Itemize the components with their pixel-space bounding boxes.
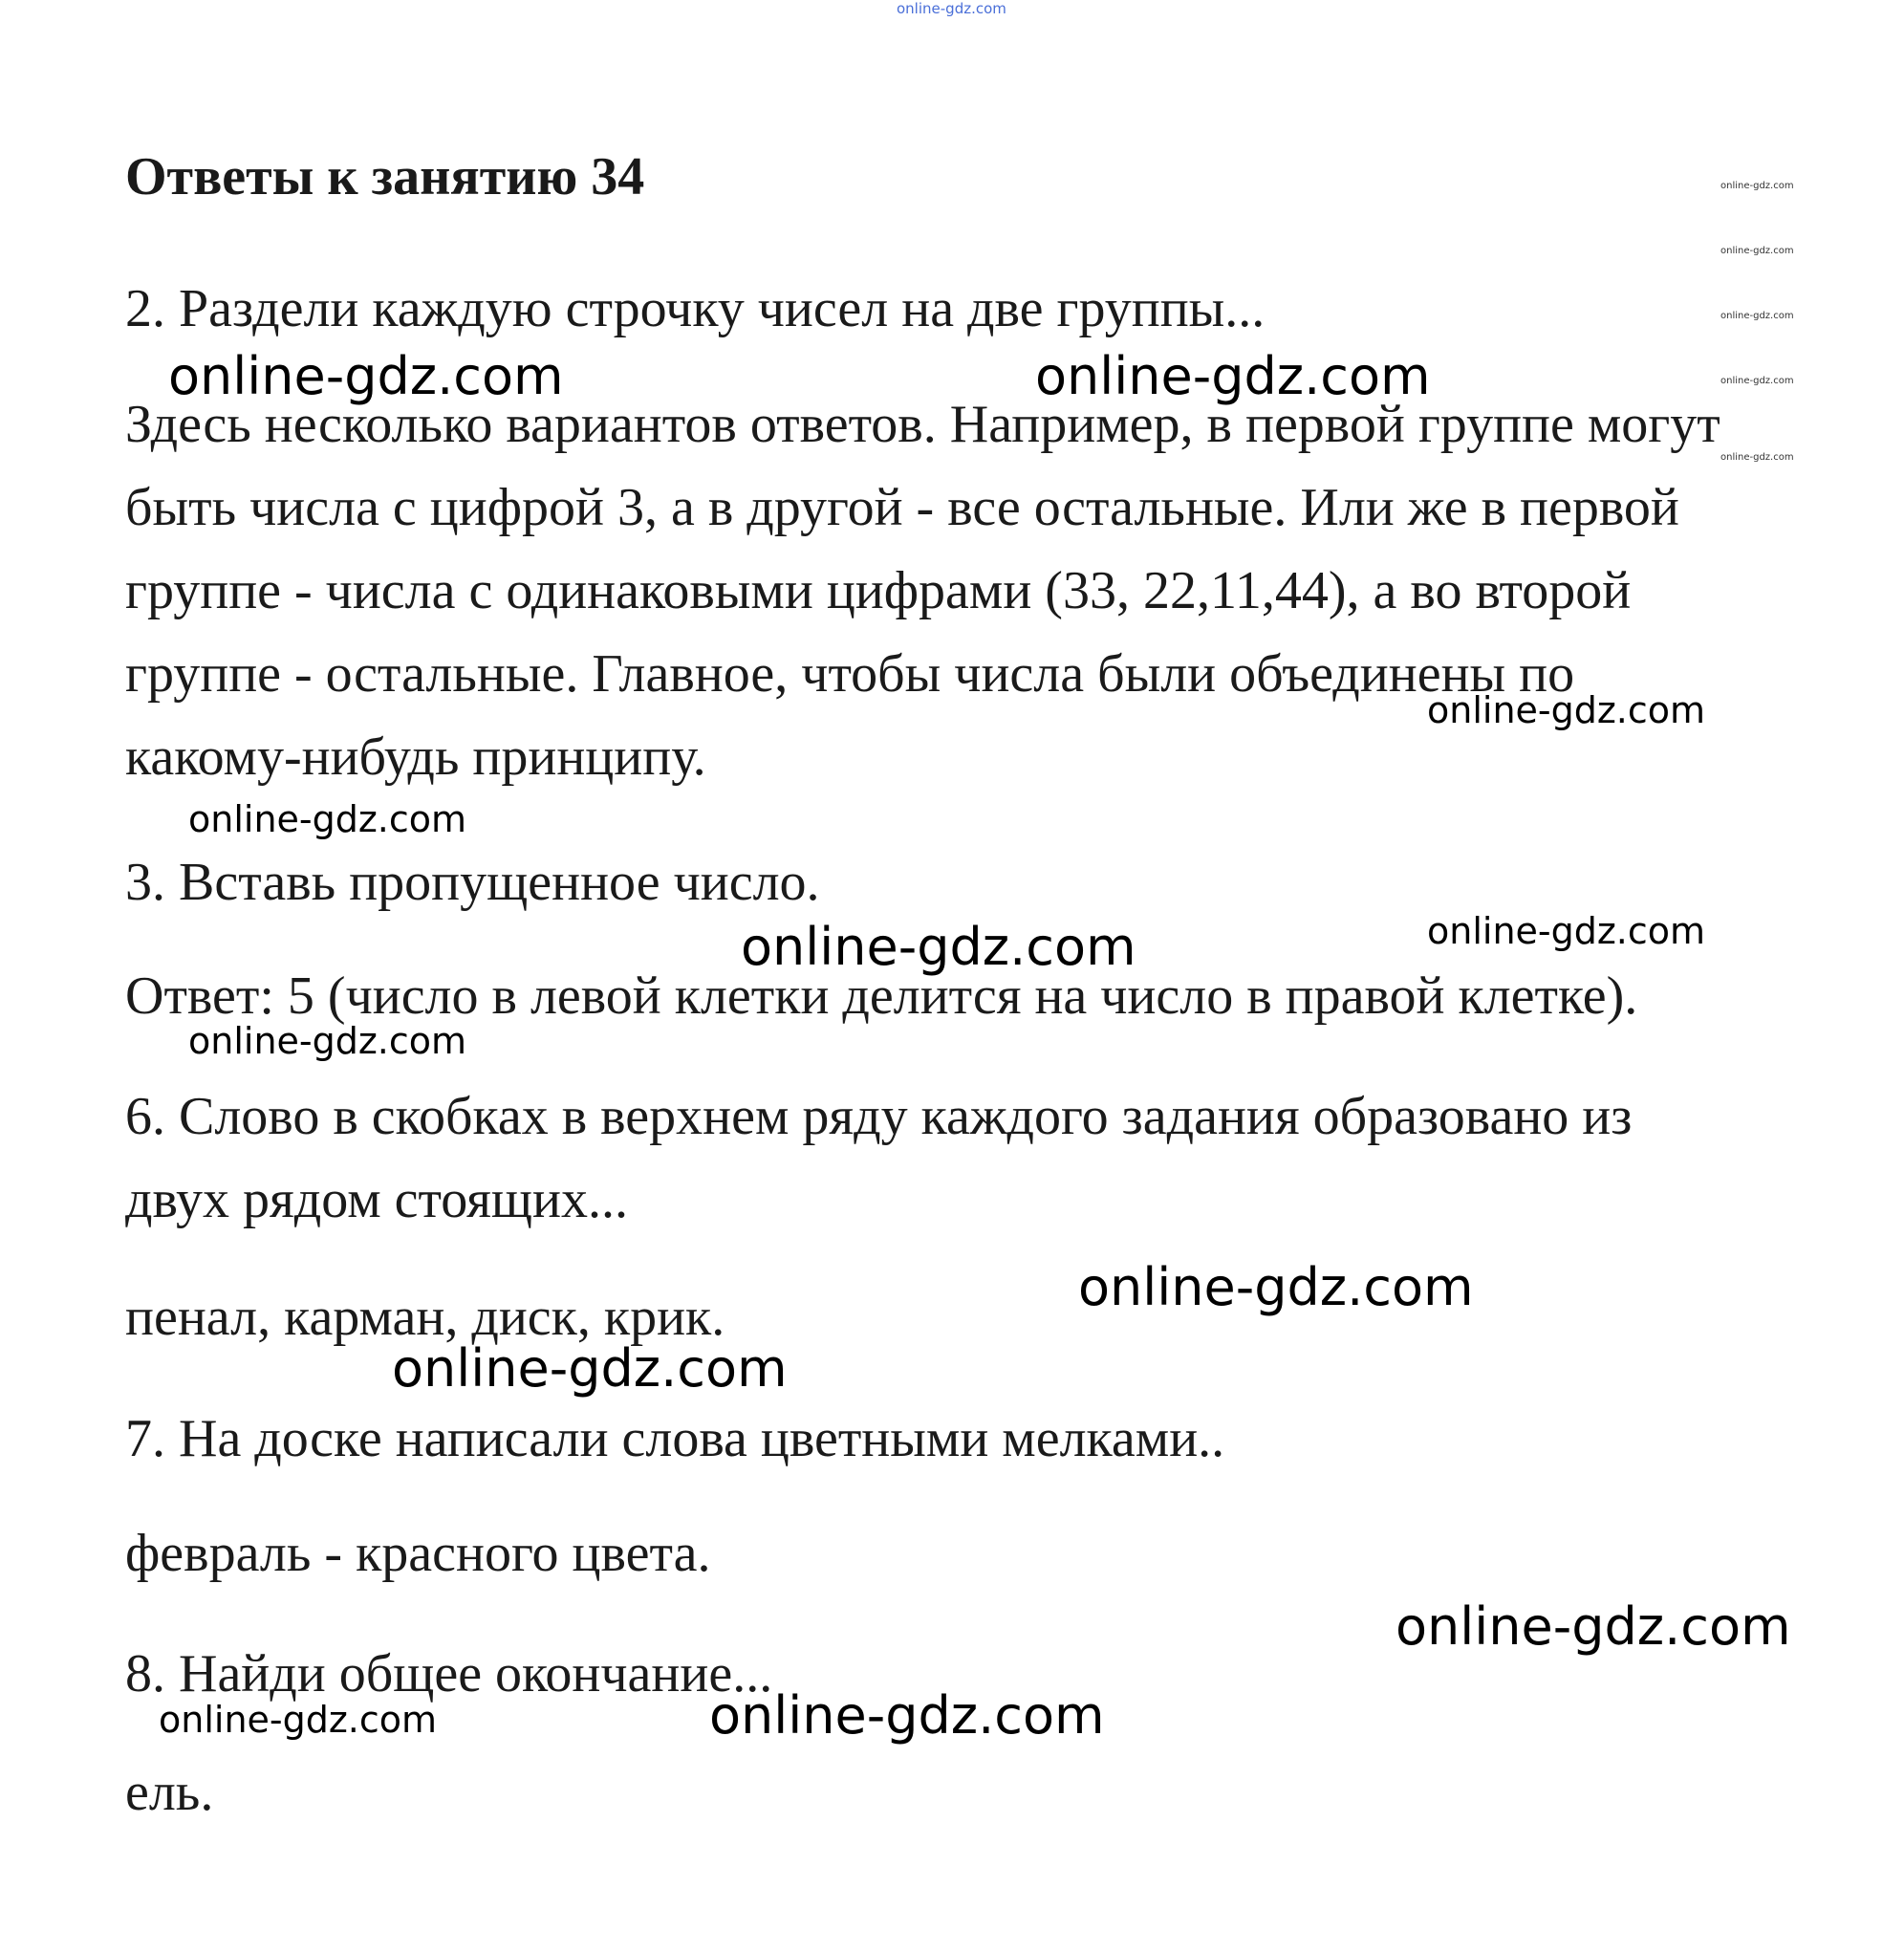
page-title: Ответы к занятию 34 (125, 147, 645, 206)
answer-line: быть числа с цифрой 3, а в другой - все остальные. Или же в первой (125, 478, 1679, 537)
answer-line: ель. (125, 1763, 214, 1822)
answer-line: какому-нибудь принципу. (125, 727, 706, 787)
side-watermark: online-gdz.com (1720, 246, 1794, 256)
task-6-heading: 6. Слово в скобках в верхнем ряду каждого задания образовано из (125, 1087, 1633, 1146)
overlay-watermark: online-gdz.com (1035, 346, 1431, 406)
task-2-heading: 2. Раздели каждую строчку чисел на две группы... (125, 279, 1266, 338)
answer-line: группе - остальные. Главное, чтобы числа были объединены по (125, 644, 1575, 704)
overlay-watermark: online-gdz.com (741, 917, 1136, 977)
overlay-watermark: online-gdz.com (1396, 1596, 1791, 1657)
overlay-watermark-medium: online-gdz.com (1427, 689, 1706, 731)
answer-line: Ответ: 5 (число в левой клетки делится на число в правой клетке). (125, 966, 1638, 1026)
answer-line: Здесь несколько вариантов ответов. Например, в первой группе могут (125, 395, 1720, 454)
overlay-watermark: online-gdz.com (168, 346, 564, 406)
answer-line: пенал, карман, диск, крик. (125, 1288, 725, 1347)
header-watermark: online-gdz.com (897, 0, 1006, 17)
answer-line: группе - числа с одинаковыми цифрами (33, 22,11,44), а во второй (125, 561, 1632, 620)
task-3-heading: 3. Вставь пропущенное число. (125, 853, 820, 912)
overlay-watermark-medium: online-gdz.com (188, 1020, 467, 1062)
task-6-heading-cont: двух рядом стоящих... (125, 1170, 629, 1229)
overlay-watermark-medium: online-gdz.com (188, 798, 467, 840)
task-7-heading: 7. На доске написали слова цветными мелками.. (125, 1409, 1225, 1468)
task-8-heading: 8. Найди общее окончание... (125, 1644, 773, 1703)
overlay-watermark-medium: online-gdz.com (1427, 910, 1706, 952)
side-watermark: online-gdz.com (1720, 376, 1794, 386)
answer-line: февраль - красного цвета. (125, 1524, 711, 1583)
overlay-watermark-medium: online-gdz.com (159, 1699, 438, 1741)
side-watermark: online-gdz.com (1720, 452, 1794, 463)
overlay-watermark: online-gdz.com (1078, 1257, 1474, 1317)
side-watermark: online-gdz.com (1720, 311, 1794, 321)
overlay-watermark: online-gdz.com (709, 1685, 1105, 1746)
side-watermark: online-gdz.com (1720, 181, 1794, 191)
overlay-watermark: online-gdz.com (392, 1338, 788, 1399)
